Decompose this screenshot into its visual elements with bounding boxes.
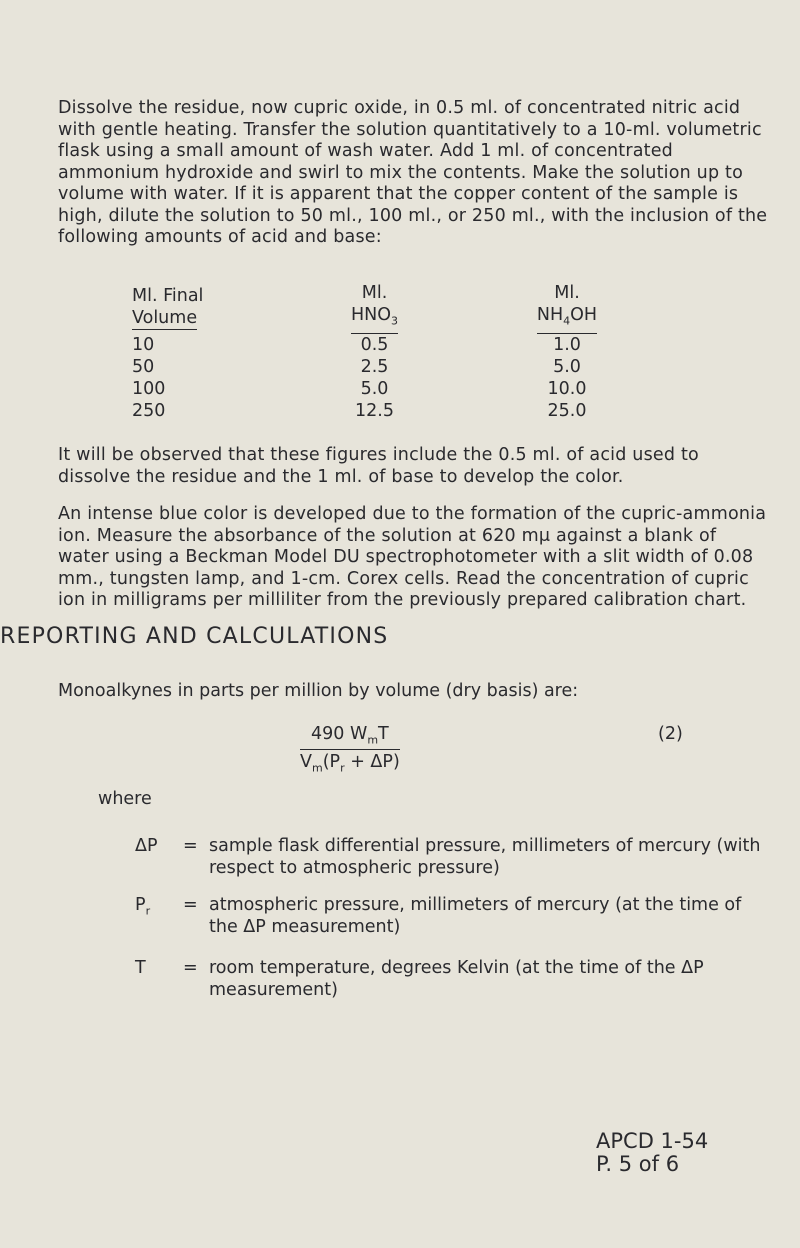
- acid-base-table: [124, 282, 637, 422]
- header-final-volume: Ml. Final Volume: [132, 286, 204, 329]
- observation-paragraph: It will be observed that these figures include the 0.5 ml. of acid used to dissolve the residue and the 1 ml. of base to develop the color.: [58, 445, 699, 487]
- table-cell: 100: [132, 378, 166, 399]
- table-cell: 10: [132, 334, 155, 355]
- definition-symbol: ΔP: [135, 836, 158, 856]
- equation-number: (2): [658, 724, 683, 744]
- formula-fraction: [300, 724, 400, 774]
- document-page: Dissolve the residue, now cupric oxide, in 0.5 ml. of concentrated nitric acid with gentle heating. Transfer the solution quantitatively to a 10-ml. volumetric flask using a small amount of wash water. Add 1 ml. of concentrated ammonium hydroxide and swirl to mix the contents. Make the solution up to volume with water. If it is apparent that the copper content of the sample is high, dilute the solution to 50 ml., 100 ml., or 250 ml., with the inclusion of the following amounts of acid and base: Ml. Final Volume Ml. $HNO_3$ Ml. $NH_4OH$ 10 0.5 1.0 50 2.5 5.0 100 5.0 10.0 250 12.5 25.0 It will be observed that these figures include the 0.5 ml. of acid used to dissolve the residue and the 1 ml. of base to develop the color. An intense blue color is developed due to the formation of the cupric-ammonia ion. Measure the absorbance of the solution at 620 mμ against a blank of water using a Beckman Model DU spectrophotometer with a slit width of 0.08 mm., tungsten lamp, and 1-cm. Corex cells. Read the concentration of cupric ion in milligrams per milliliter from the previously prepared calibration chart. REPORTING AND CALCULATIONS Monoalkynes in parts per million by volume (dry basis) are: 490 $W_mT$ $V_m(P_r + \Delta P)$ (2) where ΔP = sample flask differential pressure, millimeters of mercury (with respect to atmospheric pressure) $P_r$ = atmospheric pressure, millimeters of mercury (at the time of the ΔP measurement) T = room temperature, degrees Kelvin (at the time of the ΔP measurement) APCD 1-54 P. 5 of 6: [0, 0, 800, 1248]
- page-number: P. 5 of 6: [596, 1152, 680, 1176]
- definition-symbol: $P_r$: [135, 895, 151, 918]
- table-row: [124, 334, 637, 356]
- table-cell: 250: [132, 400, 166, 421]
- table-header-row: [124, 282, 637, 334]
- document-id: APCD 1-54: [596, 1129, 709, 1153]
- table-cell: 1.0: [553, 334, 581, 355]
- table-cell: 25.0: [547, 400, 587, 421]
- color-development-paragraph: An intense blue color is developed due to the formation of the cupric-ammonia ion. Measure the absorbance of the solution at 620 mμ against a blank of water using a Beckman Model DU spectrophotometer with a slit width of 0.08 mm., tungsten lamp, and 1-cm. Corex cells. Read the concentration of cupric ion in milligrams per milliliter from the previously prepared calibration chart.: [58, 504, 767, 610]
- header-nh4oh: Ml. $NH_4OH$: [497, 282, 637, 334]
- table-row: [124, 356, 637, 378]
- header-hno3: Ml. $HNO_3$: [252, 282, 497, 334]
- definition-text: atmospheric pressure, millimeters of mercury (at the time of the ΔP measurement): [209, 895, 742, 937]
- table-cell: 50: [132, 356, 155, 377]
- formula-denominator: $V_m(P_r + \Delta P)$: [300, 751, 400, 774]
- table-cell: 2.5: [360, 356, 389, 377]
- definition-symbol: T: [135, 958, 146, 978]
- table-row: [124, 400, 637, 422]
- definition-text: room temperature, degrees Kelvin (at the time of the ΔP measurement): [209, 958, 704, 1000]
- monoalkynes-text: Monoalkynes in parts per million by volume (dry basis) are:: [58, 681, 579, 701]
- intro-paragraph: Dissolve the residue, now cupric oxide, in 0.5 ml. of concentrated nitric acid with gentle heating. Transfer the solution quantitatively to a 10-ml. volumetric flask using a small amount of wash water. Add 1 ml. of concentrated ammonium hydroxide and swirl to mix the contents. Make the solution up to volume with water. If it is apparent that the copper content of the sample is high, dilute the solution to 50 ml., 100 ml., or 250 ml., with the inclusion of the following amounts of acid and base:: [58, 98, 768, 247]
- table-cell: 5.0: [553, 356, 581, 377]
- section-title: REPORTING AND CALCULATIONS: [0, 624, 389, 649]
- formula-numerator: 490 $W_mT$: [300, 724, 400, 750]
- page-footer: [596, 1130, 708, 1176]
- table-cell: 12.5: [355, 400, 394, 421]
- definition-text: sample flask differential pressure, millimeters of mercury (with respect to atmospheric pressure): [209, 836, 761, 878]
- table-cell: 10.0: [547, 378, 587, 399]
- where-label: where: [98, 789, 152, 809]
- table-cell: 0.5: [360, 334, 389, 355]
- table-cell: 5.0: [360, 378, 389, 399]
- table-row: [124, 378, 637, 400]
